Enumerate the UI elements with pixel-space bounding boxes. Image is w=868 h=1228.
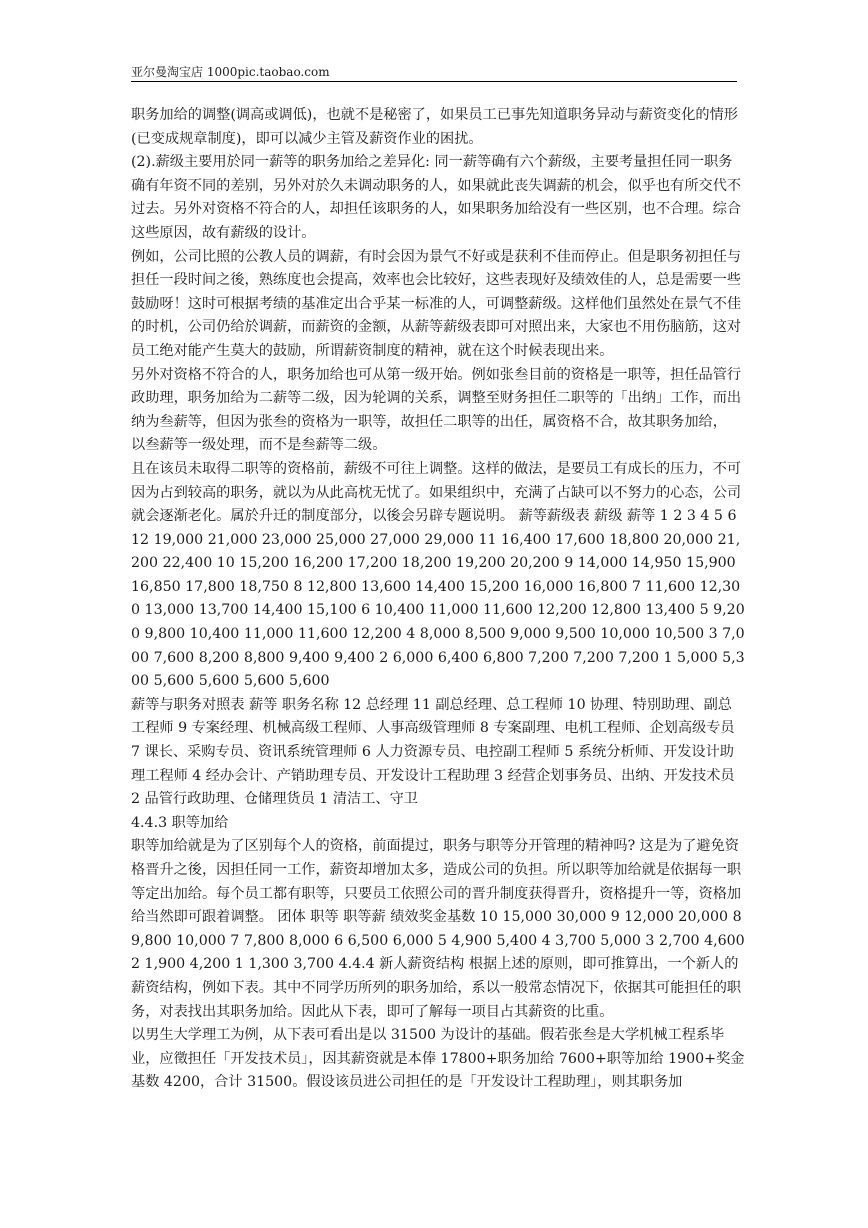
paragraph: 另外对资格不符合的人，职务加给也可从第一级开始。例如张叁目前的资格是一职等，担任品管行政助理，职务加给为二薪等二级，因为轮调的关系，调整至财务担任二职等的「出纳」工作，而出纳为叁薪等，但因为张叁的资格为一职等，故担任二职等的出任，属资格不合，故其职务加给，: [131, 366, 742, 430]
paragraph: 以叁薪等一级处理，而不是叁薪等二级。: [131, 437, 387, 454]
page-header: 亚尔曼淘宝店 1000pic.taobao.com: [131, 65, 330, 79]
paragraph: 薪等与职务对照表 薪等 职务名称 12 总经理 11 副总经理、总工程师 10 协理、特別助理、副总工程师 9 专案经理、机械高级工程师、人事高级管理师 8 专案副理、电机工程师、企划高级专员 7 课长、采购专员、资讯系统管理师 6 人力资源专员、电控副工程师 5 系统分析师、开发设计助理工程师 4 经办会计、产销助理专员、开发设计工程助理 3 经营企划事务员、出纳、开发技术员 2 品管行政助理、仓储理货员 1 清洁工、守卫: [131, 696, 735, 808]
paragraph: 职等加给就是为了区别每个人的资格，前面提过，职务与职等分开管理的精神吗? 这是为了避免资格晋升之後，因担任同一工作，薪资却增加太多，造成公司的负担。所以职等加给就是依据每一职等定出加给。每个员工都有职等，只要员工依照公司的晋升制度获得晋升，资格提升一等，资格加给当然即可跟着调整。 团体 职等 职等薪 绩效奖金基数 10 15,000 30,000 9 12,000 20,000 8 9,800 10,000 7 7,800 8,000 6 6,500 6,000 5 4,900 5,400 4 3,700 5,000 3 2,700 4,600 2 1,900 4,200 1 1,300 3,700 4.4.4 新人薪资结构 根据上述的原则，即可推算出，一个新人的薪资结构，例如下表。其中不同学历所列的职务加给，系以一般常态情况下，依据其可能担任的职务，对表找出其职务加给。因此从下表，即可了解每一项目占其薪资的比重。: [131, 838, 745, 1020]
section-heading: 4.4.3 职等加给: [131, 814, 229, 831]
header-divider: [131, 81, 737, 82]
paragraph: 例如，公司比照的公教人员的调薪，有时会因为景气不好或是获利不佳而停止。但是职务初担任与担任一段时间之後，熟练度也会提高，效率也会比较好，这些表现好及绩效佳的人，总是需要一些鼓励呀！这时可根据考绩的基准定出合乎某一标准的人，可调整薪级。这样他们虽然处在景气不佳的时机，公司仍给於调薪，而薪资的金额，从薪等薪级表即可对照出来，大家也不用伤脑筋，这对员工绝对能产生莫大的鼓励，所谓薪资制度的精神，就在这个时候表现出来。: [131, 248, 742, 359]
paragraph: (2).薪级主要用於同一薪等的职务加给之差异化: 同一薪等确有六个薪级，主要考量担任同一职务确有年资不同的差别，另外对於久未调动职务的人，如果就此丧失调薪的机会，似乎也有所交代不过去。另外对资格不符合的人，却担任该职务的人，如果职务加给没有一些区别，也不合理。综合这些原因，故有薪级的设计。: [131, 154, 742, 241]
paragraph: 以男生大学理工为例，从下表可看出是以 31500 为设计的基础。假若张叁是大学机械工程系毕业，应徵担任「开发技术员」，因其薪资就是本俸 17800+职务加给 7600+职等加给 1900+奖金基数 4200，合计 31500。假设该员进公司担任的是「开发设计工程助理」，则其职务加: [131, 1027, 745, 1091]
paragraph: 且在该员未取得二职等的资格前，薪级不可往上调整。这样的做法，是要员工有成长的压力，不可因为占到较高的职务，就以为从此高枕无忧了。如果组织中，充满了占缺可以不努力的心态，公司就会逐渐老化。属於升迁的制度部分，以後会另辟专题说明。 薪等薪级表 薪级 薪等 1 2 3 4 5 6 12 19,000 21,000 23,000 25,000 27,000 29,000 11 16,400 17,600 18,800 20,000 21,200 22,400 10 15,200 16,200 17,200 18,200 19,200 20,200 9 14,000 14,950 15,900 16,850 17,800 18,750 8 12,800 13,600 14,400 15,200 16,000 16,800 7 11,600 12,300 13,000 13,700 14,400 15,100 6 10,400 11,000 11,600 12,200 12,800 13,400 5 9,200 9,800 10,400 11,000 11,600 12,200 4 8,000 8,500 9,000 9,500 10,000 10,500 3 7,000 7,600 8,200 8,800 9,400 9,400 2 6,000 6,400 6,800 7,200 7,200 7,200 1 5,000 5,300 5,600 5,600 5,600 5,600: [131, 460, 745, 690]
document-body: [131, 104, 746, 1095]
paragraph: 职务加给的调整(调高或调低)，也就不是秘密了，如果员工已事先知道职务异动与薪资变化的情形(已变成规章制度)，即可以减少主管及薪资作业的困扰。: [131, 107, 738, 147]
